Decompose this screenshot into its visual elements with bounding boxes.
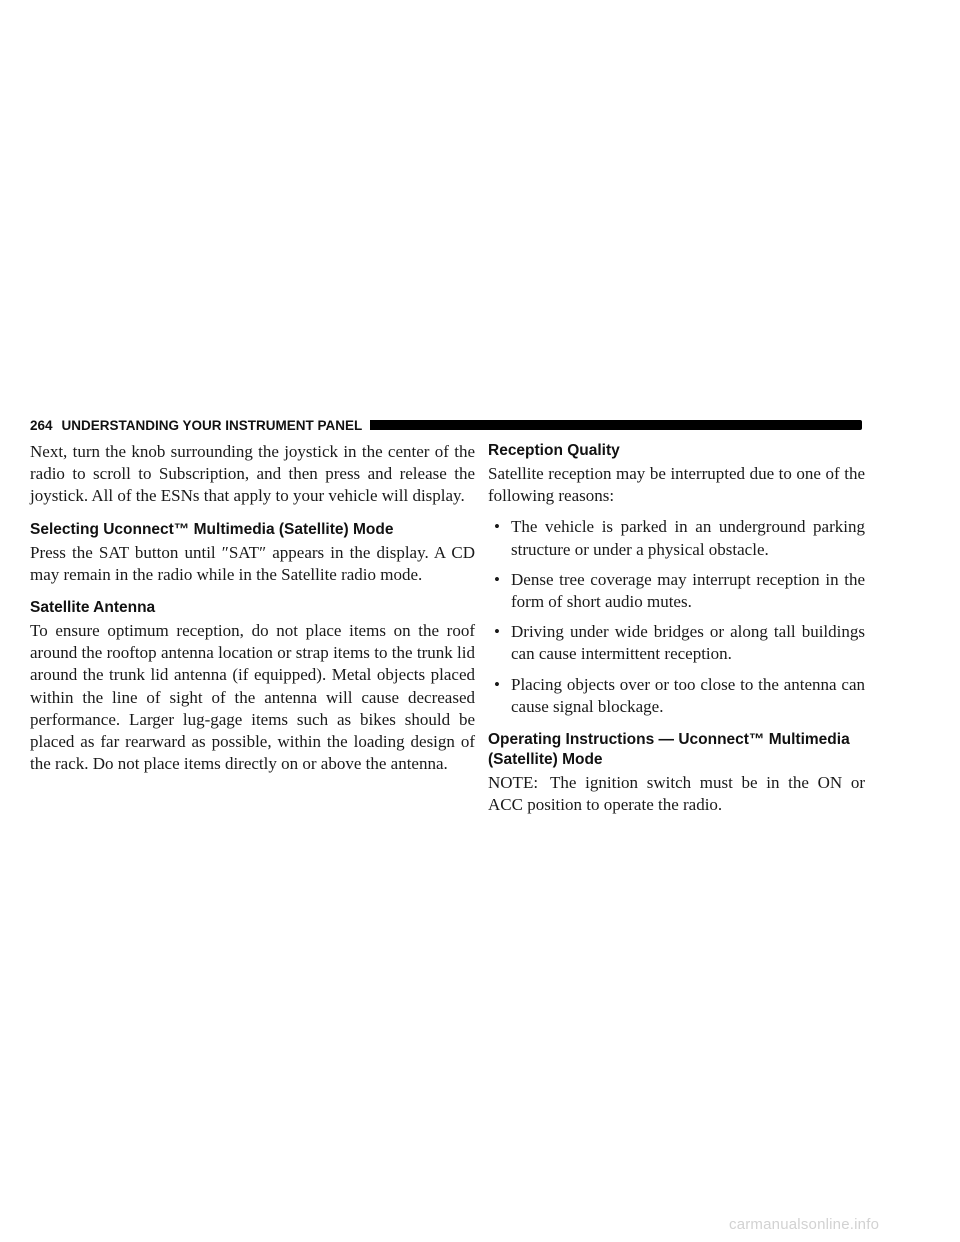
reception-quality-paragraph: Satellite reception may be interrupted due to one of the following reasons: bbox=[488, 464, 865, 506]
note-text: The ignition switch must be in the ON or ACC position to operate the radio. bbox=[488, 773, 865, 815]
section-title: UNDERSTANDING YOUR INSTRUMENT PANEL bbox=[61, 417, 363, 433]
list-item bbox=[488, 674, 865, 718]
operating-instructions-heading: Operating Instructions — Uconnect™ Multimedia (Satellite) Mode bbox=[488, 731, 850, 769]
list-item bbox=[488, 569, 865, 613]
intro-paragraph: Next, turn the knob surrounding the joystick in the center of the radio to scroll to Subscription, and then press and release the joystick. All of the ESNs that apply to your vehicle will display. bbox=[30, 442, 475, 506]
bullet-icon: • bbox=[494, 569, 500, 589]
right-column bbox=[488, 441, 865, 825]
reception-reasons-list bbox=[488, 516, 865, 718]
list-item-text: Driving under wide bridges or along tall buildings can cause intermittent reception. bbox=[511, 622, 865, 664]
satellite-antenna-heading: Satellite Antenna bbox=[30, 599, 156, 617]
satellite-antenna-paragraph: To ensure optimum reception, do not place items on the roof around the rooftop antenna location or strap items to the trunk lid around the trunk lid antenna (if equipped). Metal objects placed within the line of sight of the antenna will cause decreased performance. Larger lug-gage items such as bikes should be placed as far rearward as possible, within the loading design of the rack. Do not place items directly on or above the antenna. bbox=[30, 621, 475, 774]
page-number: 264 bbox=[30, 417, 53, 433]
watermark: carmanualsonline.info bbox=[729, 1216, 880, 1233]
reception-quality-heading: Reception Quality bbox=[488, 442, 620, 459]
list-item bbox=[488, 621, 865, 665]
selecting-mode-paragraph: Press the SAT button until ″SAT″ appears in the display. A CD may remain in the radio while in the Satellite radio mode. bbox=[30, 542, 475, 584]
list-item-text: Placing objects over or too close to the antenna can cause signal blockage. bbox=[511, 674, 865, 716]
list-item bbox=[488, 516, 865, 560]
list-item-text: Dense tree coverage may interrupt reception in the form of short audio mutes. bbox=[511, 569, 865, 612]
bullet-icon: • bbox=[494, 622, 500, 642]
selecting-mode-heading: Selecting Uconnect™ Multimedia (Satellite) Mode bbox=[30, 520, 394, 538]
note-paragraph bbox=[488, 772, 865, 816]
list-item-text: The vehicle is parked in an underground parking structure or under a physical obstacle. bbox=[511, 517, 865, 559]
page-header bbox=[30, 417, 862, 433]
note-label: NOTE: bbox=[488, 773, 539, 793]
bullet-icon: • bbox=[494, 517, 500, 537]
header-rule bbox=[370, 420, 862, 430]
bullet-icon: • bbox=[494, 674, 500, 694]
left-column bbox=[30, 441, 475, 784]
